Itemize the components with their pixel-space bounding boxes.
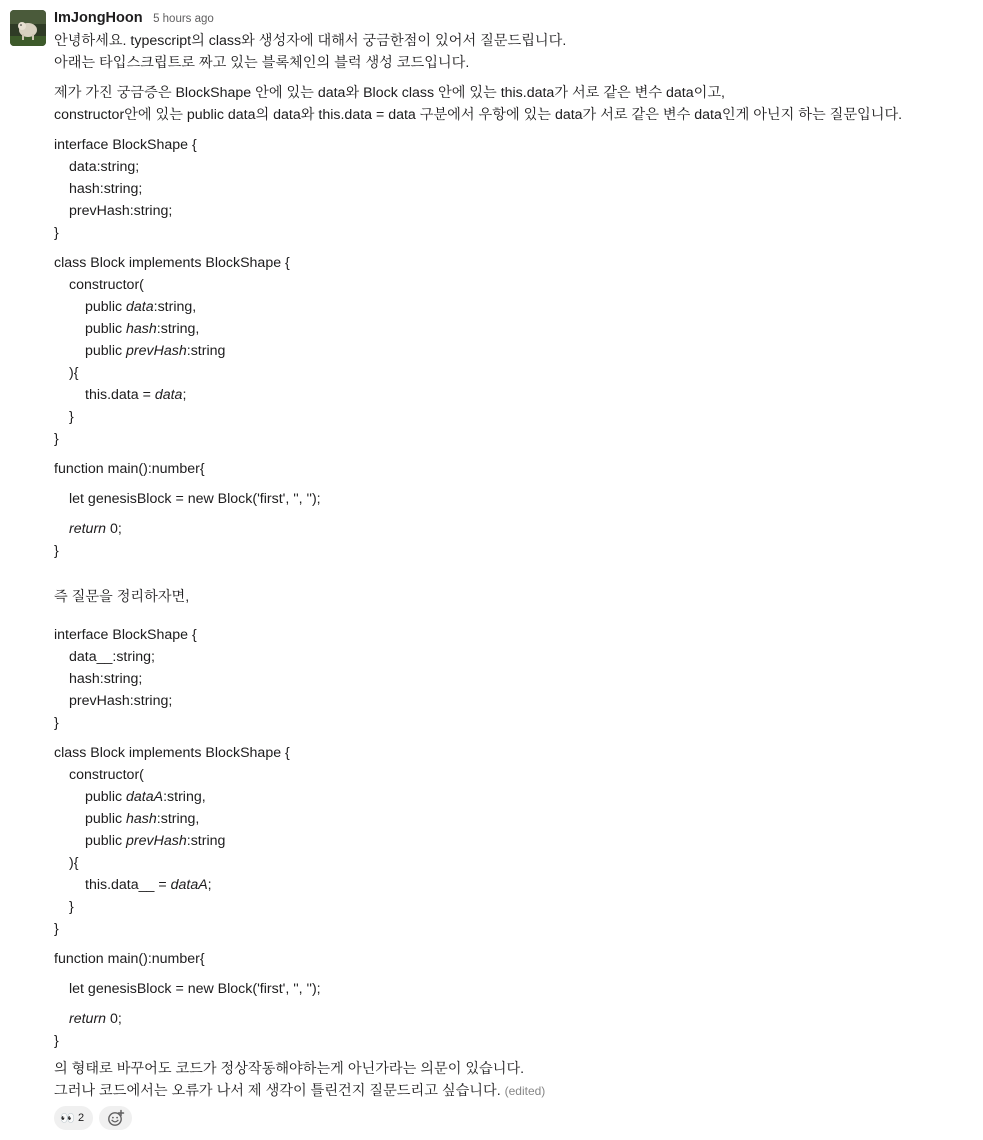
message-text-line: constructor안에 있는 public data의 data와 this.data = data 구분에서 우항에 있는 data가 서로 같은 변수 data인게 아닌지 하는 질문입니다.	[54, 107, 903, 123]
code-line: class Block implements BlockShape {	[54, 745, 290, 761]
code-line: this.data = data;	[85, 387, 187, 403]
code-line: ){	[69, 365, 79, 381]
code-line: let genesisBlock = new Block('first', '', '');	[69, 981, 321, 997]
username[interactable]: ImJongHoon	[54, 10, 143, 26]
code-line: }	[54, 921, 59, 937]
code-line: return 0;	[69, 1011, 122, 1027]
timestamp[interactable]: 5 hours ago	[153, 13, 214, 25]
message-text-line: 의 형태로 바꾸어도 코드가 정상작동해야하는게 아닌가라는 의문이 있습니다.	[54, 1061, 525, 1077]
code-line: public prevHash:string	[85, 833, 226, 849]
code-line: function main():number{	[54, 951, 205, 967]
code-line: }	[54, 715, 59, 731]
eyes-icon: 👀	[60, 1111, 74, 1125]
code-line: }	[69, 899, 74, 915]
code-line: public hash:string,	[85, 811, 200, 827]
message-header	[54, 9, 214, 29]
add-reaction-button[interactable]	[99, 1106, 132, 1130]
code-line: data:string;	[69, 159, 140, 175]
code-line: constructor(	[69, 277, 144, 293]
code-line: public dataA:string,	[85, 789, 206, 805]
code-line: interface BlockShape {	[54, 137, 197, 153]
code-line: this.data__ = dataA;	[85, 877, 212, 893]
message-text-line: 안녕하세요. typescript의 class와 생성자에 대해서 궁금한점이 있어서 질문드립니다.	[54, 33, 567, 49]
code-line: hash:string;	[69, 181, 143, 197]
code-line: data__:string;	[69, 649, 155, 665]
reaction-count: 2	[77, 1112, 85, 1124]
message-text-line: 그러나 코드에서는 오류가 나서 제 생각이 틀린건지 질문드리고 싶습니다. (edited)	[54, 1083, 546, 1099]
code-line: }	[54, 1033, 59, 1049]
code-line: }	[54, 543, 59, 559]
code-line: let genesisBlock = new Block('first', '', '');	[69, 491, 321, 507]
code-line: }	[69, 409, 74, 425]
code-line: prevHash:string;	[69, 693, 173, 709]
code-line: constructor(	[69, 767, 144, 783]
code-line: }	[54, 431, 59, 447]
reaction-eyes[interactable]	[54, 1106, 93, 1130]
code-line: ){	[69, 855, 79, 871]
message-text-line: 아래는 타입스크립트로 짜고 있는 블록체인의 블럭 생성 코드입니다.	[54, 55, 470, 71]
code-line: prevHash:string;	[69, 203, 173, 219]
edited-label: (edited)	[504, 1084, 546, 1098]
code-line: function main():number{	[54, 461, 205, 477]
code-line: hash:string;	[69, 671, 143, 687]
message-text-line: 즉 질문을 정리하자면,	[54, 589, 190, 605]
code-line: class Block implements BlockShape {	[54, 255, 290, 271]
code-line: public prevHash:string	[85, 343, 226, 359]
code-line: public hash:string,	[85, 321, 200, 337]
avatar[interactable]	[10, 10, 46, 46]
code-line: }	[54, 225, 59, 241]
message-text-line: 제가 가진 궁금증은 BlockShape 안에 있는 data와 Block class 안에 있는 this.data가 서로 같은 변수 data이고,	[54, 85, 725, 101]
code-line: return 0;	[69, 521, 122, 537]
dog-photo-avatar-icon	[10, 10, 46, 46]
code-line: interface BlockShape {	[54, 627, 197, 643]
add-reaction-icon	[107, 1109, 125, 1127]
code-line: public data:string,	[85, 299, 197, 315]
